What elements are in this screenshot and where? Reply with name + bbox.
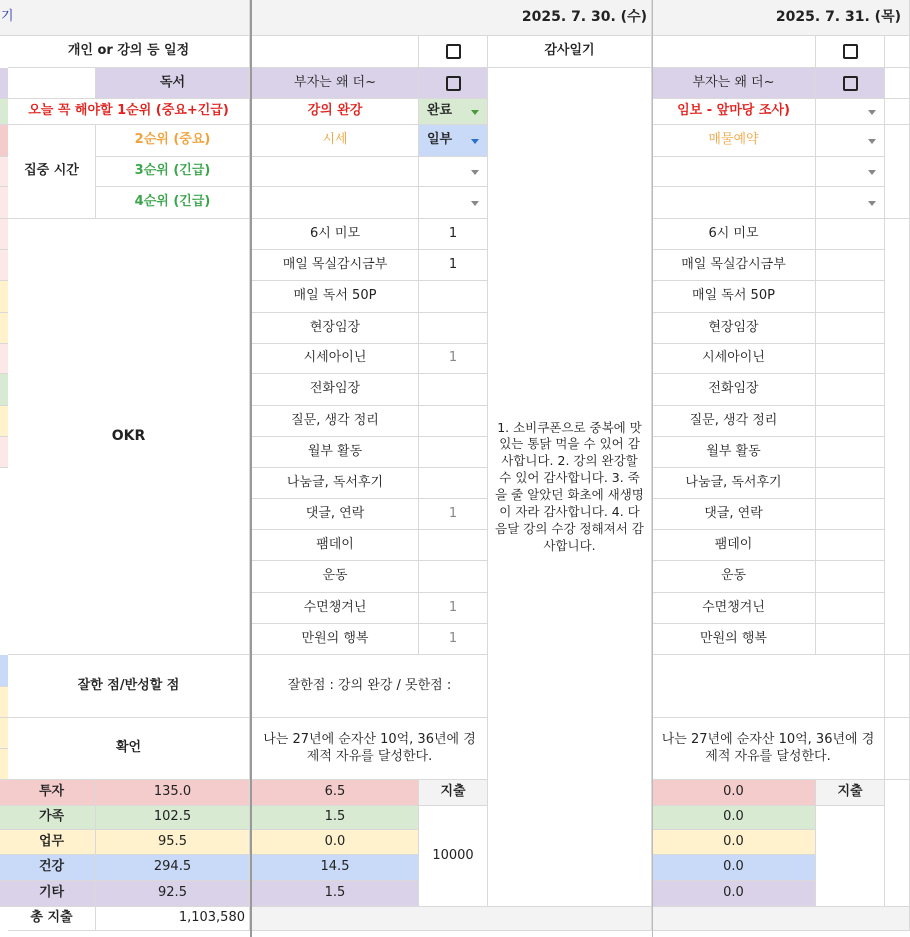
stripe-cell bbox=[0, 313, 8, 344]
stripe-cell bbox=[0, 99, 8, 125]
gratitude-diary-text[interactable]: 1. 소비쿠폰으로 중복에 맛있는 통닭 먹을 수 있어 감사합니다. 2. 강의 완강할 수 있어 감사합니다. 3. 죽을 줄 알았던 화초에 새생명이 자라 감사합니다. 4. 다음달 강의 수강 정해져서 감사합니다. bbox=[488, 68, 652, 907]
stripe-cell bbox=[0, 881, 8, 907]
day1-budget-value[interactable]: 1.5 bbox=[252, 806, 419, 830]
day1-schedule-cell[interactable] bbox=[252, 36, 419, 68]
day2-priority4[interactable] bbox=[652, 187, 816, 219]
checkbox[interactable] bbox=[843, 76, 858, 91]
chevron-down-icon[interactable] bbox=[471, 139, 479, 144]
total-label: 총 지출 bbox=[8, 907, 96, 931]
day1-okr-item[interactable]: 전화임장 bbox=[252, 374, 419, 406]
okr-label: OKR bbox=[8, 219, 250, 655]
budget-value[interactable]: 92.5 bbox=[96, 881, 250, 907]
day1-okr-value[interactable]: 1 bbox=[419, 593, 488, 624]
stripe-cell bbox=[0, 125, 8, 157]
stripe-cell bbox=[0, 718, 8, 749]
day2-schedule-cell[interactable] bbox=[652, 36, 816, 68]
budget-category: 가족 bbox=[8, 806, 96, 830]
date-header-day2[interactable]: 2025. 7. 31. (목) bbox=[652, 0, 910, 36]
empty-cell[interactable] bbox=[885, 219, 910, 655]
empty-cell[interactable] bbox=[885, 718, 910, 780]
empty-cell[interactable] bbox=[8, 68, 96, 99]
day2-spend-total[interactable] bbox=[816, 806, 885, 907]
chevron-down-icon[interactable] bbox=[471, 110, 479, 115]
stripe-cell bbox=[0, 406, 8, 437]
empty-cell[interactable] bbox=[885, 125, 910, 219]
stripe-cell bbox=[0, 187, 8, 219]
column-divider bbox=[652, 0, 653, 937]
chevron-down-icon[interactable] bbox=[868, 170, 876, 175]
budget-category: 투자 bbox=[8, 780, 96, 806]
day2-book-checkbox-cell[interactable] bbox=[816, 68, 885, 99]
checkbox[interactable] bbox=[843, 44, 858, 59]
day1-okr-item[interactable]: 댓글, 연락 bbox=[252, 499, 419, 530]
day2-affirmation[interactable]: 나는 27년에 순자산 10억, 36년에 경제적 자유를 달성한다. bbox=[652, 718, 885, 780]
status-value: 일부 bbox=[427, 132, 453, 148]
priority3-label: 3순위 (긴급) bbox=[96, 157, 250, 187]
day1-priority2-status-dropdown[interactable] bbox=[419, 125, 488, 157]
day1-priority2[interactable]: 시세 bbox=[252, 125, 419, 157]
day2-okr-item[interactable]: 운동 bbox=[652, 561, 816, 593]
day2-okr-item[interactable]: 댓글, 연락 bbox=[652, 499, 816, 530]
day2-priority3-status-dropdown[interactable] bbox=[816, 157, 885, 187]
day1-spend-label: 지출 bbox=[419, 780, 488, 806]
stripe-cell bbox=[0, 250, 8, 281]
focus-time-label: 집중 시간 bbox=[8, 125, 96, 219]
day1-okr-value[interactable] bbox=[419, 313, 488, 344]
stripe-cell bbox=[0, 687, 8, 718]
budget-category: 건강 bbox=[8, 855, 96, 881]
day1-okr-item[interactable]: 만원의 행복 bbox=[252, 624, 419, 655]
day1-book-checkbox-cell[interactable] bbox=[419, 68, 488, 99]
day1-budget-value[interactable]: 0.0 bbox=[252, 830, 419, 855]
day2-okr-value[interactable] bbox=[816, 406, 885, 437]
date-header-day1[interactable]: 2025. 7. 30. (수) bbox=[252, 0, 652, 36]
day2-budget-value[interactable]: 0.0 bbox=[652, 830, 816, 855]
day1-review[interactable]: 잘한점 : 강의 완강 / 못한점 : bbox=[252, 655, 488, 718]
day2-budget-value[interactable]: 0.0 bbox=[652, 806, 816, 830]
day2-okr-value[interactable] bbox=[816, 374, 885, 406]
day2-okr-value[interactable] bbox=[816, 593, 885, 624]
chevron-down-icon[interactable] bbox=[471, 201, 479, 206]
checkbox[interactable] bbox=[446, 44, 461, 59]
affirmation-label: 확언 bbox=[8, 718, 250, 780]
day1-okr-item[interactable]: 질문, 생각 정리 bbox=[252, 406, 419, 437]
day1-okr-item[interactable]: 매일 목실감시금부 bbox=[252, 250, 419, 281]
stripe-cell bbox=[0, 830, 8, 855]
reading-label: 독서 bbox=[96, 68, 250, 99]
empty-cell[interactable] bbox=[885, 68, 910, 99]
day1-okr-item[interactable]: 운동 bbox=[252, 561, 419, 593]
day1-okr-item[interactable]: 팸데이 bbox=[252, 530, 419, 561]
day2-okr-value[interactable] bbox=[816, 281, 885, 313]
day1-okr-item[interactable]: 6시 미모 bbox=[252, 219, 419, 250]
day2-okr-item[interactable]: 매일 목실감시금부 bbox=[652, 250, 816, 281]
priority2-label: 2순위 (중요) bbox=[96, 125, 250, 157]
day2-okr-value[interactable] bbox=[816, 624, 885, 655]
day1-okr-value[interactable]: 1 bbox=[419, 219, 488, 250]
stripe-cell bbox=[0, 219, 8, 250]
day2-priority1[interactable]: 임보 - 앞마당 조사) bbox=[652, 99, 816, 125]
day2-spend-label: 지출 bbox=[816, 780, 885, 806]
day2-priority2-status-dropdown[interactable] bbox=[816, 125, 885, 157]
stripe-cell bbox=[0, 344, 8, 374]
day1-priority4[interactable] bbox=[252, 187, 419, 219]
header-fragment: 기 bbox=[0, 0, 250, 36]
chevron-down-icon[interactable] bbox=[868, 139, 876, 144]
stripe-cell bbox=[0, 374, 8, 406]
empty-cell[interactable] bbox=[652, 907, 910, 931]
day1-okr-item[interactable]: 수면챙겨닌 bbox=[252, 593, 419, 624]
schedule-label: 개인 or 강의 등 일정 bbox=[8, 36, 250, 68]
day2-budget-value[interactable]: 0.0 bbox=[652, 881, 816, 907]
stripe-cell bbox=[0, 780, 8, 806]
stripe-cell bbox=[0, 855, 8, 881]
checkbox[interactable] bbox=[446, 76, 461, 91]
day1-budget-value[interactable]: 14.5 bbox=[252, 855, 419, 881]
day2-review[interactable] bbox=[652, 655, 885, 718]
day2-okr-item[interactable]: 수면챙겨닌 bbox=[652, 593, 816, 624]
total-value[interactable]: 1,103,580 bbox=[96, 907, 250, 931]
day2-okr-value[interactable] bbox=[816, 344, 885, 374]
day1-okr-item[interactable]: 나눔글, 독서후기 bbox=[252, 468, 419, 499]
day2-okr-value[interactable] bbox=[816, 530, 885, 561]
day1-okr-value[interactable] bbox=[419, 437, 488, 468]
day1-okr-value[interactable] bbox=[419, 374, 488, 406]
day1-okr-value[interactable] bbox=[419, 561, 488, 593]
day2-okr-item[interactable]: 현장임장 bbox=[652, 313, 816, 344]
day2-priority4-status-dropdown[interactable] bbox=[816, 187, 885, 219]
stripe-cell bbox=[0, 281, 8, 313]
day1-okr-item[interactable]: 시세아이닌 bbox=[252, 344, 419, 374]
chevron-down-icon[interactable] bbox=[868, 201, 876, 206]
budget-value[interactable]: 102.5 bbox=[96, 806, 250, 830]
day2-budget-value[interactable]: 0.0 bbox=[652, 855, 816, 881]
day1-priority4-status-dropdown[interactable] bbox=[419, 187, 488, 219]
day1-priority3-status-dropdown[interactable] bbox=[419, 157, 488, 187]
stripe-cell bbox=[0, 749, 8, 780]
day2-okr-item[interactable]: 월부 활동 bbox=[652, 437, 816, 468]
day1-okr-value[interactable] bbox=[419, 468, 488, 499]
day1-okr-item[interactable]: 월부 활동 bbox=[252, 437, 419, 468]
day2-budget-value[interactable]: 0.0 bbox=[652, 780, 816, 806]
day1-okr-item[interactable]: 매일 독서 50P bbox=[252, 281, 419, 313]
priority4-label: 4순위 (긴급) bbox=[96, 187, 250, 219]
empty-cell[interactable] bbox=[885, 36, 910, 68]
chevron-down-icon[interactable] bbox=[868, 110, 876, 115]
day2-okr-value[interactable] bbox=[816, 468, 885, 499]
day2-okr-item[interactable]: 나눔글, 독서후기 bbox=[652, 468, 816, 499]
day2-okr-value[interactable] bbox=[816, 437, 885, 468]
day1-book[interactable]: 부자는 왜 더~ bbox=[252, 68, 419, 99]
day2-okr-value[interactable] bbox=[816, 250, 885, 281]
stripe-cell bbox=[0, 437, 8, 468]
day1-budget-value[interactable]: 1.5 bbox=[252, 881, 419, 907]
stripe-cell bbox=[0, 655, 8, 687]
day1-okr-value[interactable]: 1 bbox=[419, 499, 488, 530]
day1-priority1-status-dropdown[interactable] bbox=[419, 99, 488, 125]
empty-cell[interactable] bbox=[885, 780, 910, 907]
day2-schedule-checkbox-cell[interactable] bbox=[816, 36, 885, 68]
day2-okr-value[interactable] bbox=[816, 561, 885, 593]
column-divider bbox=[250, 0, 252, 937]
day2-priority3[interactable] bbox=[652, 157, 816, 187]
day1-affirmation[interactable]: 나는 27년에 순자산 10억, 36년에 경제적 자유를 달성한다. bbox=[252, 718, 488, 780]
day1-budget-value[interactable]: 6.5 bbox=[252, 780, 419, 806]
day1-schedule-checkbox-cell[interactable] bbox=[419, 36, 488, 68]
gratitude-label: 감사일기 bbox=[488, 36, 652, 68]
day1-okr-value[interactable]: 1 bbox=[419, 624, 488, 655]
day1-okr-value[interactable] bbox=[419, 530, 488, 561]
day2-okr-item[interactable]: 팸데이 bbox=[652, 530, 816, 561]
day2-okr-item[interactable]: 매일 독서 50P bbox=[652, 281, 816, 313]
day2-okr-item[interactable]: 질문, 생각 정리 bbox=[652, 406, 816, 437]
day2-book[interactable]: 부자는 왜 더~ bbox=[652, 68, 816, 99]
day1-okr-value[interactable] bbox=[419, 406, 488, 437]
day2-okr-item[interactable]: 시세아이닌 bbox=[652, 344, 816, 374]
chevron-down-icon[interactable] bbox=[471, 170, 479, 175]
budget-category: 기타 bbox=[8, 881, 96, 907]
day2-okr-value[interactable] bbox=[816, 313, 885, 344]
day2-okr-item[interactable]: 전화임장 bbox=[652, 374, 816, 406]
budget-value[interactable]: 294.5 bbox=[96, 855, 250, 881]
budget-category: 업무 bbox=[8, 830, 96, 855]
day2-okr-value[interactable] bbox=[816, 499, 885, 530]
day2-priority1-status-dropdown[interactable] bbox=[816, 99, 885, 125]
day2-okr-item[interactable]: 6시 미모 bbox=[652, 219, 816, 250]
day1-okr-value[interactable] bbox=[419, 281, 488, 313]
stripe-cell bbox=[0, 157, 8, 187]
priority1-label: 오늘 꼭 해야할 1순위 (중요+긴급) bbox=[8, 99, 250, 125]
day2-okr-item[interactable]: 만원의 행복 bbox=[652, 624, 816, 655]
day1-okr-value[interactable]: 1 bbox=[419, 250, 488, 281]
day1-priority3[interactable] bbox=[252, 157, 419, 187]
empty-cell[interactable] bbox=[885, 655, 910, 718]
day1-okr-value[interactable]: 1 bbox=[419, 344, 488, 374]
budget-value[interactable]: 95.5 bbox=[96, 830, 250, 855]
day1-spend-total[interactable]: 10000 bbox=[419, 806, 488, 907]
budget-value[interactable]: 135.0 bbox=[96, 780, 250, 806]
day2-priority2[interactable]: 매물예약 bbox=[652, 125, 816, 157]
empty-cell[interactable] bbox=[252, 907, 652, 931]
day1-priority1[interactable]: 강의 완강 bbox=[252, 99, 419, 125]
day2-okr-value[interactable] bbox=[816, 219, 885, 250]
day1-okr-item[interactable]: 현장임장 bbox=[252, 313, 419, 344]
stripe-cell bbox=[0, 806, 8, 830]
review-label: 잘한 점/반성할 점 bbox=[8, 655, 250, 718]
status-value: 완료 bbox=[427, 103, 453, 119]
empty-cell[interactable] bbox=[885, 99, 910, 125]
stripe-cell bbox=[0, 68, 8, 99]
